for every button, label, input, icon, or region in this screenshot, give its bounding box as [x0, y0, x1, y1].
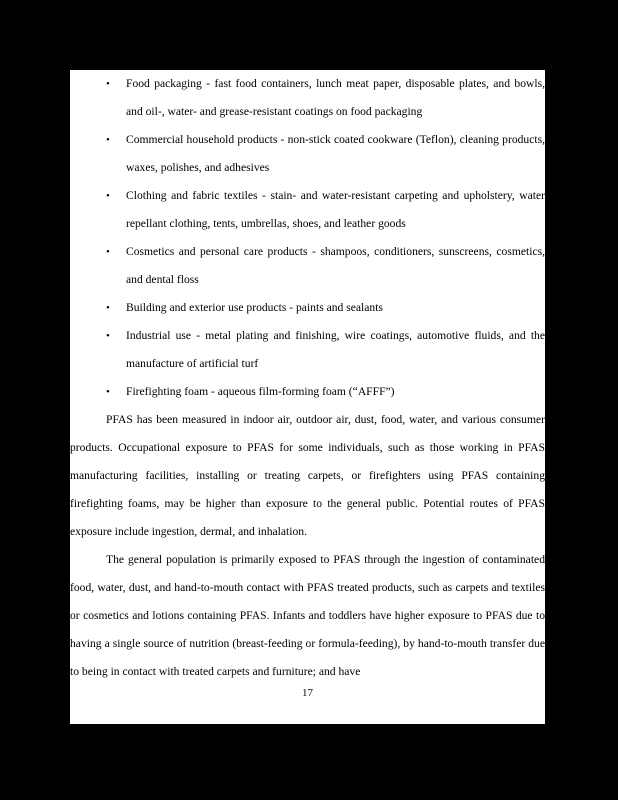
bullet-cosmetics	[70, 238, 545, 294]
bullet-dot-icon: •	[106, 246, 110, 258]
bullet-text: Building and exterior use products - paints and sealants	[126, 301, 383, 314]
paragraph-general-population: The general population is primarily exposed to PFAS through the ingestion of contaminated food, water, dust, and hand-to-mouth contact with PFAS treated products, such as carpets and textiles or cosmetics and lotions containing PFAS. Infants and toddlers have higher exposure to PFAS due to having a single source of nutrition (breast-feeding or formula-feeding), by hand-to-mouth transfer due to being in contact with treated carpets and furniture; and have	[70, 553, 545, 678]
bullet-dot-icon: •	[106, 190, 110, 202]
bullet-text: Food packaging - fast food containers, lunch meat paper, disposable plates, and bowls, and oil-, water- and grease-resistant coatings on food packaging	[126, 77, 545, 118]
bullet-dot-icon: •	[106, 134, 110, 146]
bullet-text: Industrial use - metal plating and finishing, wire coatings, automotive fluids, and the manufacture of artificial turf	[126, 329, 545, 370]
bullet-text: Cosmetics and personal care products - shampoos, conditioners, sunscreens, cosmetics, and dental floss	[126, 245, 545, 286]
bullet-building-products	[70, 294, 545, 322]
bullet-dot-icon: •	[106, 330, 110, 342]
paragraph-exposure-measurement: PFAS has been measured in indoor air, outdoor air, dust, food, water, and various consumer products. Occupational exposure to PFAS for some individuals, such as those working in PFAS manufacturing facilities, installing or treating carpets, or firefighters using PFAS containing firefighting foams, may be higher than exposure to the general public. Potential routes of PFAS exposure include ingestion, dermal, and inhalation.	[70, 413, 545, 538]
bullet-food-packaging	[70, 70, 545, 126]
bullet-household-products	[70, 126, 545, 182]
pfas-source-list	[70, 70, 545, 406]
bullet-firefighting-foam	[70, 378, 545, 406]
bullet-industrial-use	[70, 322, 545, 378]
bullet-clothing-textiles	[70, 182, 545, 238]
document-page	[70, 70, 545, 724]
page-number: 17	[302, 687, 313, 699]
bullet-dot-icon: •	[106, 78, 110, 90]
bullet-text: Commercial household products - non-stick coated cookware (Teflon), cleaning products, waxes, polishes, and adhesives	[126, 133, 545, 174]
bullet-text: Clothing and fabric textiles - stain- and water-resistant carpeting and upholstery, water repellant clothing, tents, umbrellas, shoes, and leather goods	[126, 189, 545, 230]
bullet-text: Firefighting foam - aqueous film-forming foam (“AFFF”)	[126, 385, 395, 398]
page-content	[70, 70, 545, 686]
bullet-dot-icon: •	[106, 302, 110, 314]
bullet-dot-icon: •	[106, 386, 110, 398]
